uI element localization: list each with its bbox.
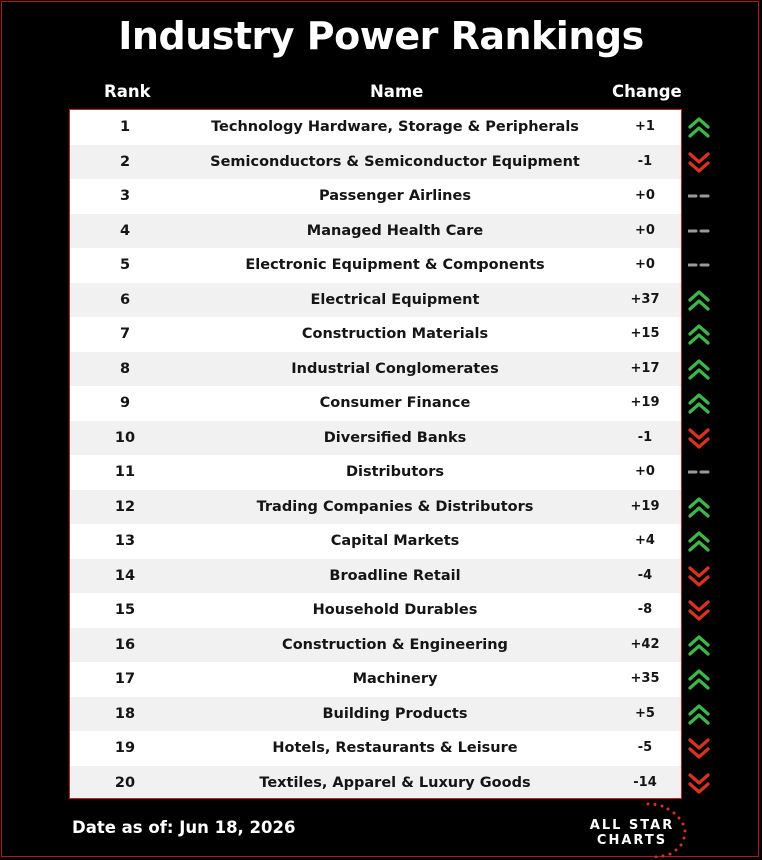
change-cell: -1: [637, 429, 653, 445]
rank-cell: 1: [119, 119, 131, 135]
double-chevron-up-icon: [688, 524, 710, 559]
table-row: [70, 386, 681, 421]
table-row: [70, 628, 681, 663]
table-row: [70, 524, 681, 559]
name-cell: Electrical Equipment: [310, 291, 480, 308]
table-row: [70, 455, 681, 490]
table-row: [70, 559, 681, 594]
table-row: [70, 179, 681, 214]
rank-cell: 13: [114, 533, 136, 549]
logo-line-2: CHARTS: [596, 833, 668, 848]
change-cell: -4: [637, 567, 653, 583]
change-cell: +0: [635, 188, 655, 203]
name-cell: Construction & Engineering: [282, 636, 508, 653]
table-row: [70, 766, 681, 800]
table-row: [70, 317, 681, 352]
dash-icon: [688, 214, 710, 249]
change-cell: +42: [630, 636, 660, 652]
name-cell: Trading Companies & Distributors: [256, 498, 534, 515]
change-cell: -14: [633, 774, 657, 790]
rank-cell: 16: [114, 636, 136, 653]
dash-icon: [688, 248, 710, 283]
rank-cell: 14: [114, 567, 136, 584]
table-row: [70, 421, 681, 456]
table-row: [70, 248, 681, 283]
change-cell: +0: [635, 222, 655, 238]
double-chevron-up-icon: [688, 490, 710, 525]
logo-line-1: ALL STAR: [589, 818, 675, 833]
name-cell: Broadline Retail: [329, 567, 461, 584]
name-cell: Hotels, Restaurants & Leisure: [272, 740, 518, 756]
rankings-table: [69, 109, 682, 799]
double-chevron-down-icon: [688, 731, 710, 766]
rank-cell: 17: [114, 671, 136, 687]
name-cell: Managed Health Care: [306, 222, 484, 239]
name-cell: Distributors: [345, 464, 445, 480]
change-cell: +1: [635, 119, 655, 134]
double-chevron-down-icon: [688, 559, 710, 594]
double-chevron-up-icon: [688, 317, 710, 352]
name-cell: Household Durables: [312, 602, 478, 618]
rank-cell: 18: [114, 705, 136, 722]
name-cell: Electronic Equipment & Components: [245, 257, 545, 273]
table-row: [70, 593, 681, 628]
page-title: Industry Power Rankings: [118, 14, 644, 58]
dash-icon: [688, 455, 710, 490]
double-chevron-up-icon: [688, 283, 710, 318]
rank-cell: 12: [114, 498, 136, 515]
table-row: [70, 352, 681, 387]
double-chevron-down-icon: [688, 421, 710, 456]
double-chevron-down-icon: [688, 766, 710, 801]
rank-cell: 11: [114, 464, 136, 480]
name-cell: Capital Markets: [330, 533, 460, 549]
change-cell: +0: [635, 257, 655, 272]
rank-cell: 3: [119, 188, 131, 204]
table-row: [70, 697, 681, 732]
double-chevron-up-icon: [688, 697, 710, 732]
rank-cell: 9: [119, 395, 131, 411]
change-cell: -8: [637, 602, 653, 617]
double-chevron-up-icon: [688, 662, 710, 697]
column-header-rank: Rank: [104, 82, 151, 101]
double-chevron-up-icon: [688, 386, 710, 421]
rank-cell: 15: [114, 602, 136, 618]
table-row: [70, 145, 681, 180]
change-cell: -1: [637, 153, 653, 169]
table-row: [70, 731, 681, 766]
change-cell: +17: [630, 360, 660, 376]
date-label: Date as of: Jun 18, 2026: [72, 818, 296, 837]
change-cell: +15: [630, 326, 660, 341]
change-cell: -5: [637, 740, 653, 755]
rank-cell: 19: [114, 740, 136, 756]
change-cell: +35: [630, 671, 660, 686]
table-row: [70, 214, 681, 249]
rank-cell: 6: [119, 291, 131, 308]
table-row: [70, 490, 681, 525]
change-cell: +0: [635, 464, 655, 479]
rank-cell: 2: [119, 153, 131, 170]
double-chevron-up-icon: [688, 110, 710, 145]
double-chevron-up-icon: [688, 628, 710, 663]
double-chevron-down-icon: [688, 593, 710, 628]
name-cell: Construction Materials: [301, 326, 489, 342]
table-row: [70, 283, 681, 318]
table-row: [70, 662, 681, 697]
change-cell: +4: [635, 533, 655, 548]
name-cell: Industrial Conglomerates: [291, 360, 499, 377]
rank-cell: 10: [114, 429, 136, 446]
table-row: [70, 110, 681, 145]
change-cell: +37: [630, 291, 660, 307]
name-cell: Passenger Airlines: [319, 188, 471, 204]
double-chevron-down-icon: [688, 145, 710, 180]
rank-cell: 20: [114, 774, 136, 791]
all-star-charts-logo: [588, 798, 698, 858]
name-cell: Consumer Finance: [319, 395, 471, 411]
name-cell: Machinery: [352, 671, 438, 687]
change-cell: +19: [630, 498, 660, 514]
name-cell: Building Products: [322, 705, 468, 722]
dash-icon: [688, 179, 710, 214]
change-cell: +5: [635, 705, 655, 721]
rank-cell: 4: [119, 222, 131, 239]
name-cell: Textiles, Apparel & Luxury Goods: [259, 774, 531, 791]
name-cell: Semiconductors & Semiconductor Equipment: [210, 153, 580, 170]
name-cell: Technology Hardware, Storage & Peripherals: [211, 119, 579, 135]
rank-cell: 7: [119, 326, 131, 342]
column-header-name: Name: [370, 82, 424, 101]
change-cell: +19: [630, 395, 660, 410]
column-header-change: Change: [612, 82, 682, 101]
rank-cell: 5: [119, 257, 131, 273]
rank-cell: 8: [119, 360, 131, 377]
double-chevron-up-icon: [688, 352, 710, 387]
name-cell: Diversified Banks: [323, 429, 467, 446]
